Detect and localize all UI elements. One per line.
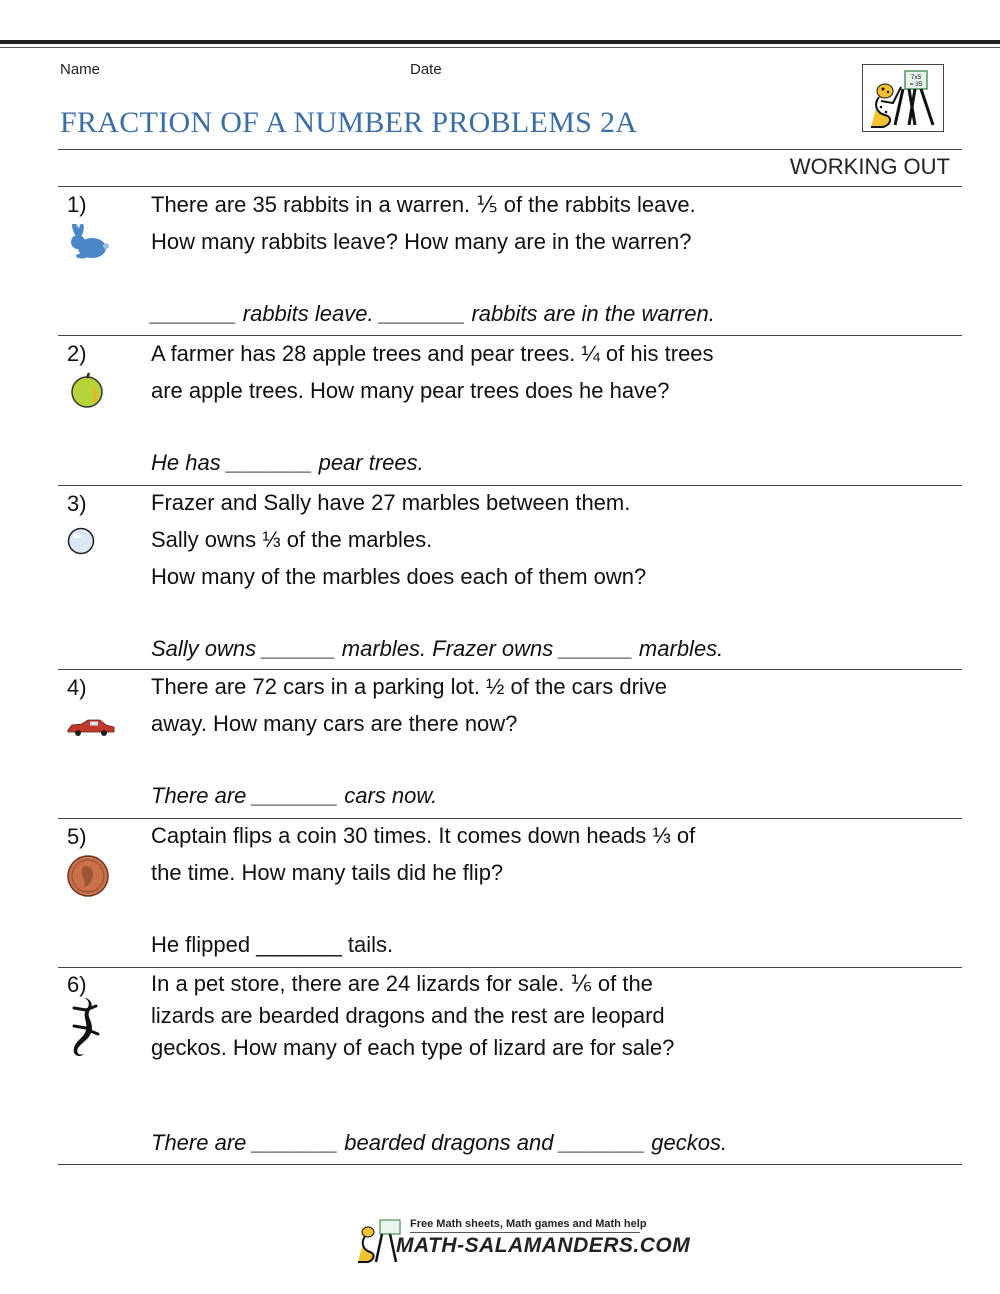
answer-line: There are _______ bearded dragons and _______ geckos.: [151, 1130, 728, 1155]
problem-line: There are 72 cars in a parking lot. ½ of the cars drive: [151, 674, 668, 699]
answer-line: Sally owns ______ marbles. Frazer owns ______ marbles.: [151, 636, 724, 661]
problem-text: [151, 968, 674, 1064]
coin-icon: [66, 854, 110, 898]
name-label: Name: [60, 61, 101, 78]
problem-line: away. How many cars are there now?: [151, 711, 518, 736]
page-title: FRACTION OF A NUMBER PROBLEMS 2A: [60, 106, 638, 139]
problem-number: 6): [67, 972, 87, 997]
problem-number: 1): [67, 192, 87, 217]
top-rule-thin: [0, 47, 1000, 48]
problem-line: There are 35 rabbits in a warren. ⅕ of the rabbits leave.: [151, 192, 696, 217]
lizard-icon: [64, 996, 102, 1062]
problem-line: How many of the marbles does each of them own?: [151, 564, 647, 589]
problem-number: 3): [67, 491, 87, 516]
problem-line: How many rabbits leave? How many are in the warren?: [151, 229, 692, 254]
title-divider: [58, 149, 962, 150]
car-icon: [66, 719, 116, 737]
logo-text-top: 7x5: [910, 74, 922, 81]
answer-line: There are _______ cars now.: [151, 783, 438, 808]
problem-text: [151, 668, 667, 742]
logo-text-bottom: = 35: [909, 81, 923, 88]
salamander-icon: [863, 65, 943, 131]
apple-icon: [69, 372, 105, 408]
problem-line: Captain flips a coin 30 times. It comes down heads ⅓ of: [151, 823, 696, 848]
problem-number: 2): [67, 341, 87, 366]
marble-icon: [66, 526, 96, 556]
footer-tagline: Free Math sheets, Math games and Math help: [410, 1218, 647, 1230]
footer-logo: [356, 1216, 691, 1266]
rabbit-icon: [66, 224, 110, 260]
problem-line: the time. How many tails did he flip?: [151, 860, 504, 885]
problem-line: Frazer and Sally have 27 marbles between them.: [151, 490, 631, 515]
bottom-divider: [58, 1164, 962, 1165]
salamander-logo: [862, 64, 944, 132]
answer-line: He flipped _______ tails.: [151, 932, 394, 957]
date-label: Date: [410, 61, 442, 78]
footer-brand: MATH-SALAMANDERS.COM: [396, 1234, 691, 1257]
footer-rule: [410, 1232, 640, 1233]
problem-line: lizards are bearded dragons and the rest are leopard: [151, 1003, 665, 1028]
top-rule: [0, 40, 1000, 44]
problem-text: [151, 484, 646, 595]
problem-line: In a pet store, there are 24 lizards for sale. ⅙ of the: [151, 971, 653, 996]
problem-text: [151, 335, 714, 409]
problem-text: [151, 186, 696, 260]
problem-line: are apple trees. How many pear trees does he have?: [151, 378, 670, 403]
problem-line: geckos. How many of each type of lizard are for sale?: [151, 1035, 675, 1060]
problem-number: 4): [67, 675, 87, 700]
answer-line: _______ rabbits leave. _______ rabbits are in the warren.: [151, 301, 715, 326]
problem-text: [151, 817, 695, 891]
working-out-label: WORKING OUT: [789, 154, 950, 179]
problem-number: 5): [67, 824, 87, 849]
answer-line: He has _______ pear trees.: [151, 450, 424, 475]
problem-line: Sally owns ⅓ of the marbles.: [151, 527, 433, 552]
problem-line: A farmer has 28 apple trees and pear trees. ¼ of his trees: [151, 341, 714, 366]
